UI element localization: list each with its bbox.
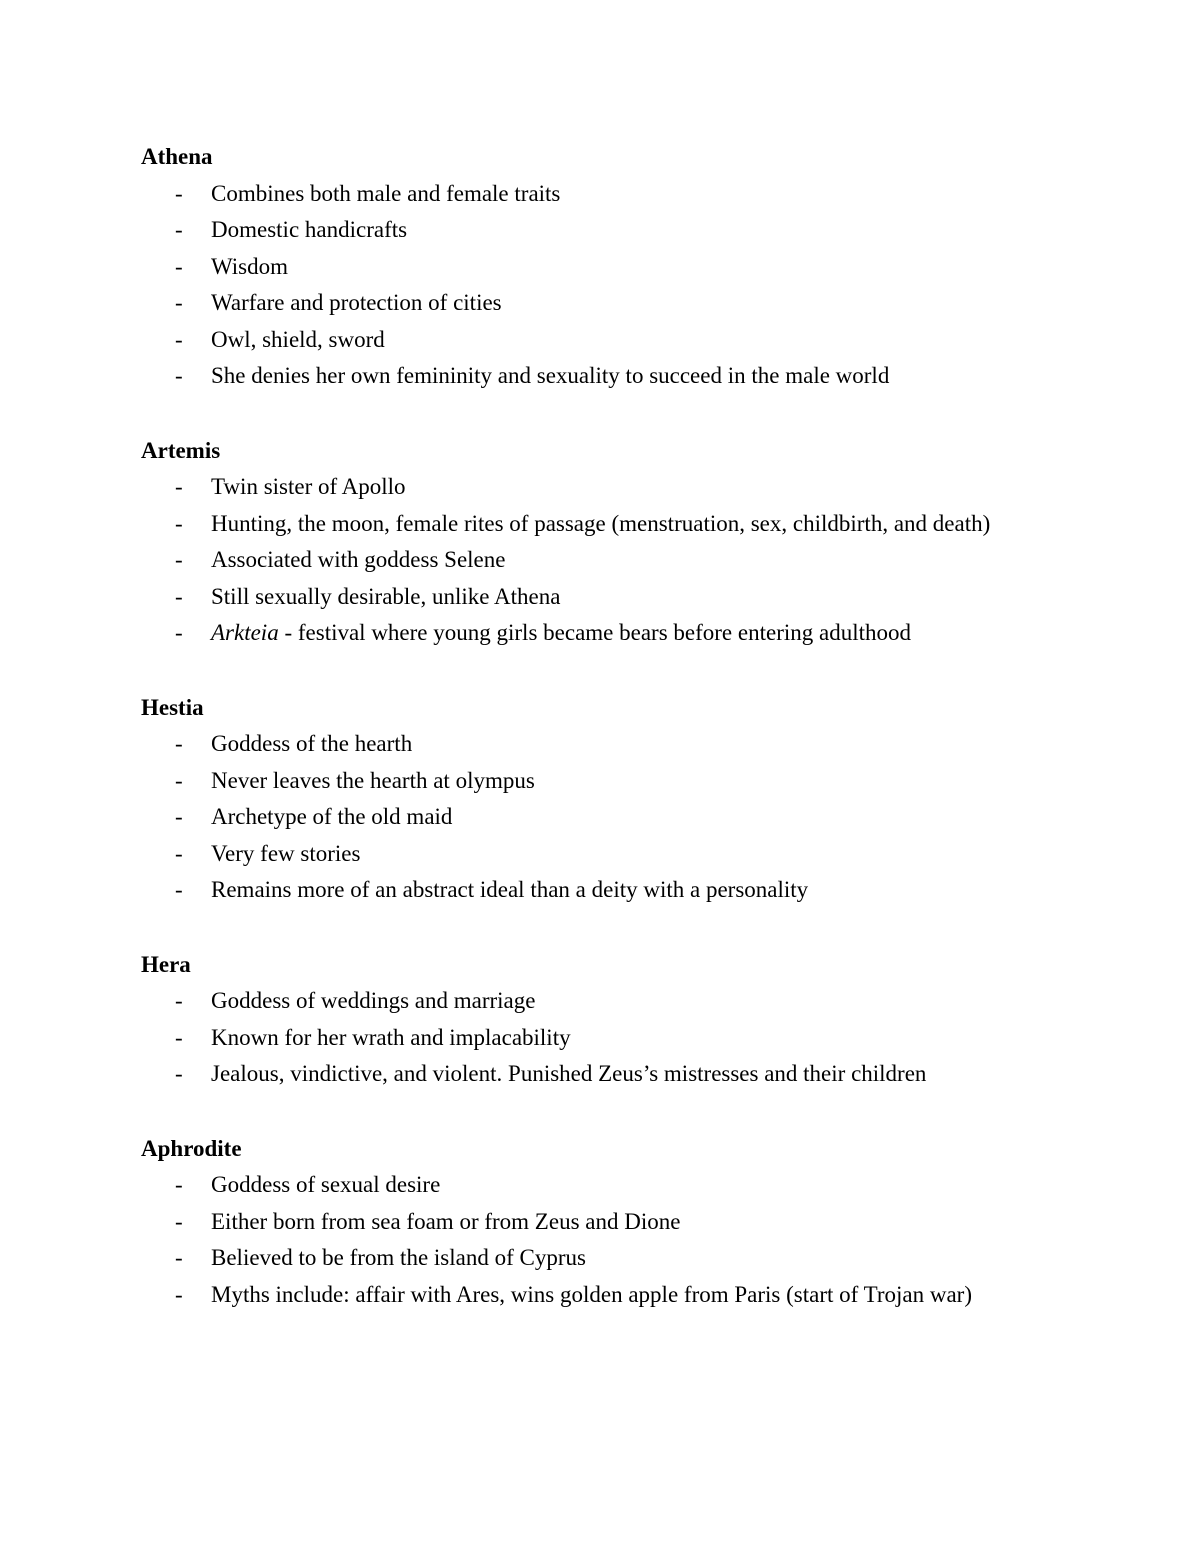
list-item-text: Archetype of the old maid [211,804,453,829]
list-item-text: Goddess of sexual desire [211,1172,441,1197]
list-item [141,579,1071,616]
document-page [141,139,1071,1351]
list-item-text: Hunting, the moon, female rites of passage (menstruation, sex, childbirth, and death) [211,510,991,536]
list-item [141,249,1071,286]
list-item [141,1020,1071,1057]
list-item-text: Believed to be from the island of Cyprus [211,1245,586,1270]
list-item [141,726,1071,763]
bullet-dash: - [175,474,183,499]
section-artemis [141,433,1071,652]
list-item-text: festival where young girls became bears before entering adulthood [297,620,911,645]
bullet-dash: - [175,326,183,352]
list-item-text: Owl, shield, sword [211,326,385,352]
section-heading: Artemis [141,437,221,463]
list-item [141,1167,1071,1204]
section-heading: Hera [141,951,191,977]
list-item [141,799,1071,836]
bullet-dash: - [175,253,183,279]
section-hera [141,947,1071,1093]
list-item [141,176,1071,213]
list-item-text: Never leaves the hearth at olympus [211,767,535,793]
list-item-text: Remains more of an abstract ideal than a deity with a personality [211,877,809,902]
list-item-text: Goddess of weddings and marriage [211,988,536,1013]
bullet-dash: - [175,767,183,793]
section-heading: Aphrodite [141,1135,242,1161]
section-hestia [141,690,1071,909]
list-item [141,763,1071,800]
list-item [141,1056,1071,1093]
bullet-dash: - [175,1208,183,1234]
bullet-dash: - [175,363,183,388]
bullet-dash: - [175,988,183,1013]
list-item-text: Associated with goddess Selene [211,547,506,572]
list-item [141,212,1071,249]
bullet-dash: - [175,877,183,902]
bullet-dash: - [175,217,183,242]
list-item-text: Myths include: affair with Ares, wins golden apple from Paris (start of Trojan war) [211,1281,972,1307]
bullet-dash: - [175,731,183,756]
section-heading: Hestia [141,694,204,720]
bullet-dash: - [175,1281,183,1307]
bullet-dash: - [175,1024,183,1050]
list-item-text: Goddess of the hearth [211,731,413,756]
list-item [141,1277,1071,1314]
term-arkteia: Arkteia [211,620,279,645]
bullet-dash: - [175,804,183,829]
list-item [141,836,1071,873]
bullet-dash: - [175,290,183,315]
list-item [141,506,1071,543]
bullet-dash: - [175,1245,183,1270]
list-item [141,1240,1071,1277]
list-item-text: Jealous, vindictive, and violent. Punished Zeus’s mistresses and their children [211,1061,927,1086]
section-heading: Athena [141,144,213,169]
list-item-text: Wisdom [211,253,289,279]
list-item [141,872,1071,909]
list-item-text: She denies her own femininity and sexuality to succeed in the male world [211,363,890,388]
bullet-dash: - [175,583,183,609]
list-item-text: Either born from sea foam or from Zeus and Dione [211,1208,681,1234]
list-item-text: Domestic handicrafts [211,217,408,242]
bullet-dash: - [175,620,183,645]
bullet-dash: - [175,1061,183,1086]
list-item [141,285,1071,322]
list-item [141,615,1071,652]
list-item [141,1204,1071,1241]
list-item [141,358,1071,395]
bullet-dash: - [175,547,183,572]
list-item-text: Very few stories [211,840,361,866]
bullet-dash: - [175,510,183,536]
section-athena [141,139,1071,395]
list-item [141,322,1071,359]
list-item-text: Warfare and protection of cities [211,290,502,315]
list-item-text: Known for her wrath and implacability [211,1024,571,1050]
list-item-text: Still sexually desirable, unlike Athena [211,583,561,609]
bullet-dash: - [175,180,183,206]
bullet-dash: - [175,1172,183,1197]
list-item [141,983,1071,1020]
list-item [141,542,1071,579]
section-aphrodite [141,1131,1071,1314]
list-item-text: Twin sister of Apollo [211,474,406,499]
list-item [141,469,1071,506]
term-separator: - [278,620,298,645]
list-item-text: Combines both male and female traits [211,180,561,206]
bullet-dash: - [175,840,183,866]
